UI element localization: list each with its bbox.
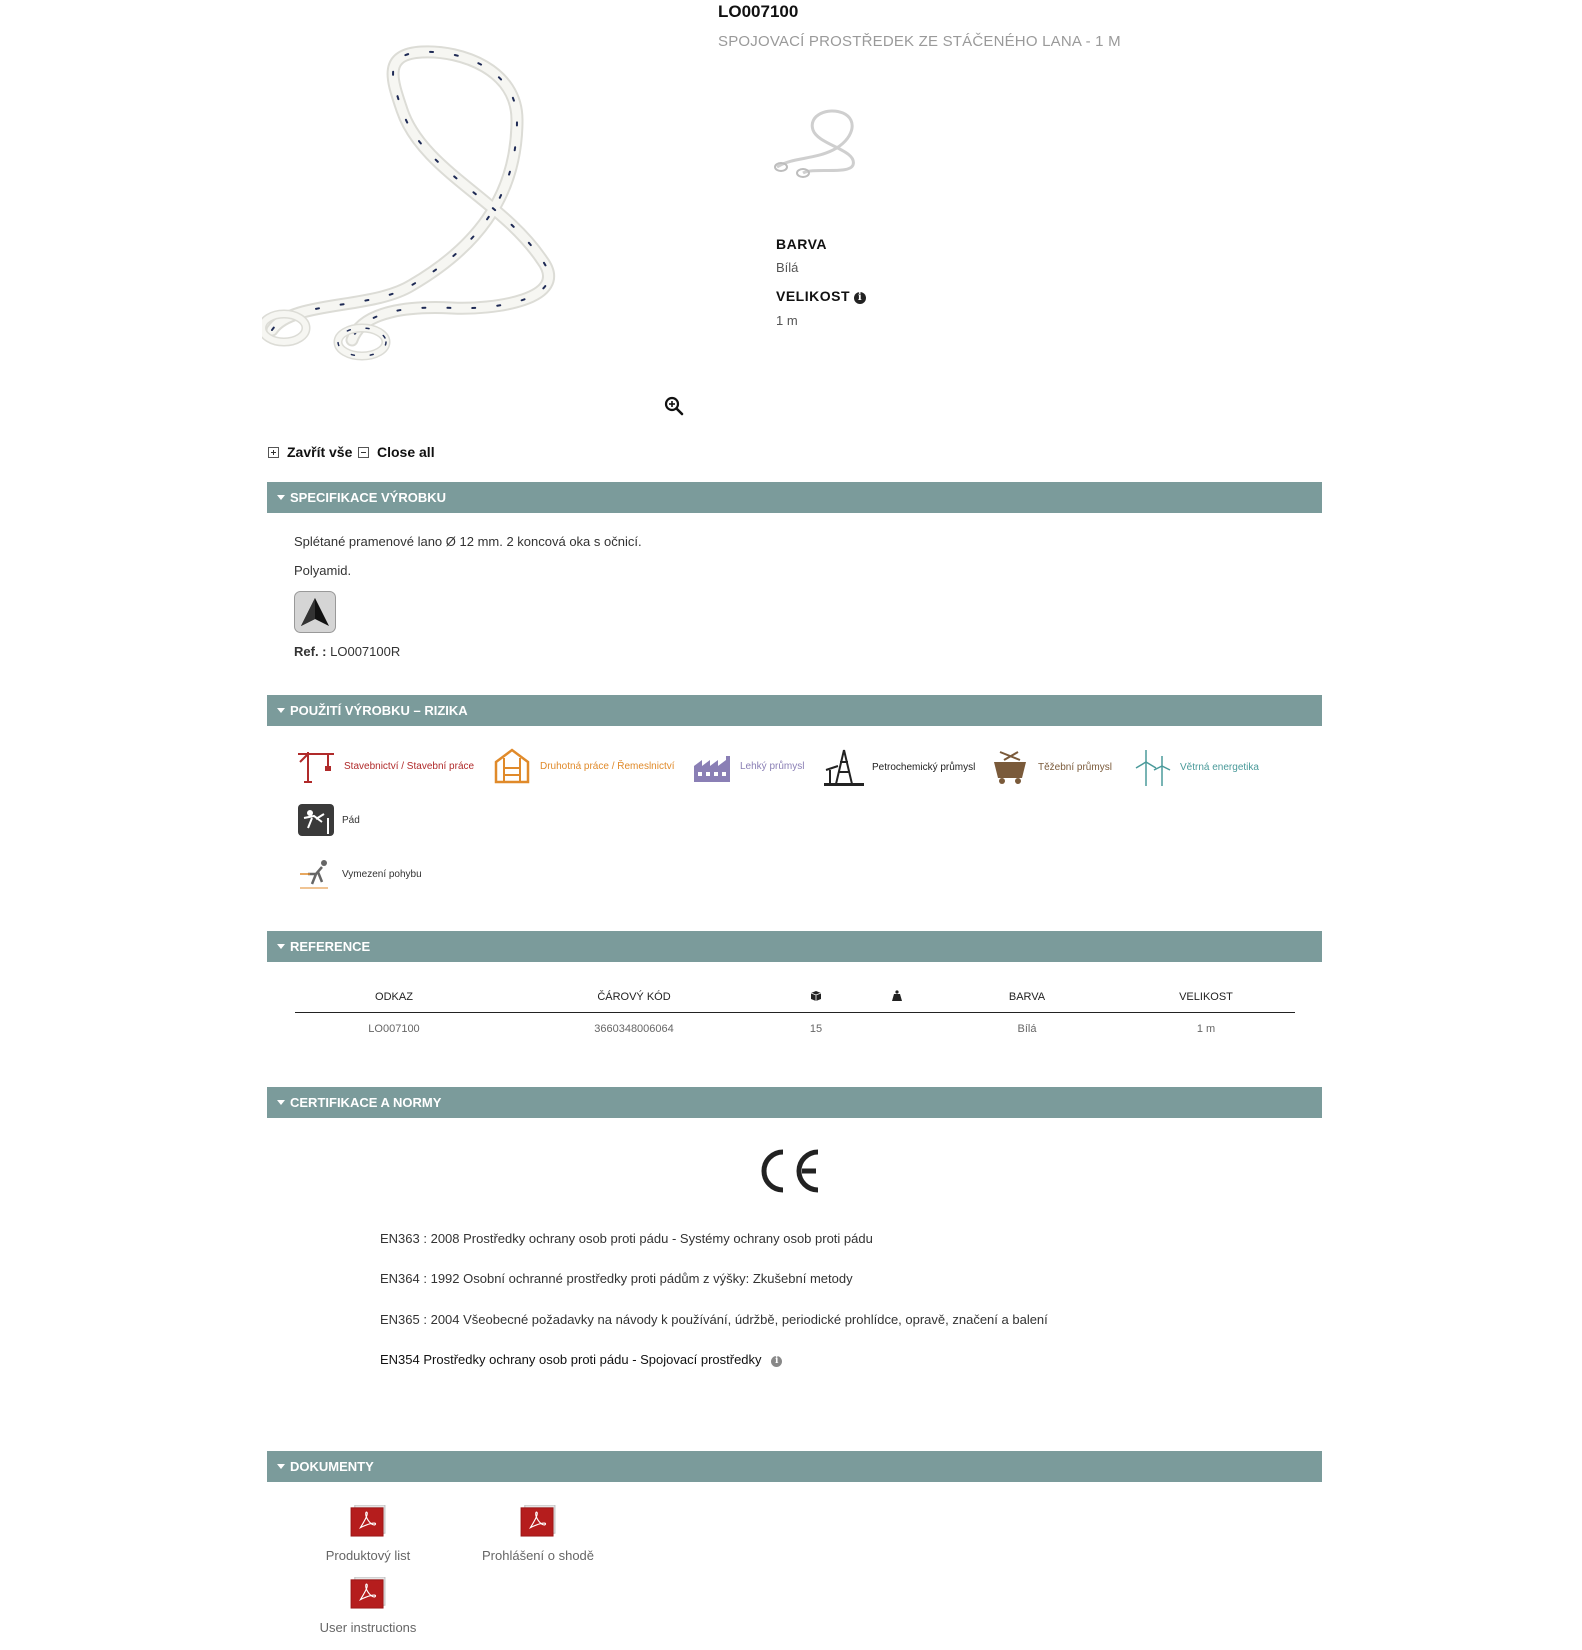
risk-item-fall [298, 804, 360, 836]
caret-down-icon [277, 944, 285, 949]
product-code: LO007100 [718, 2, 799, 21]
close-all-toggle[interactable] [358, 444, 435, 460]
norm-item [380, 1231, 873, 1246]
wind-turbine-icon [1132, 748, 1172, 786]
ce-mark-icon [754, 1148, 820, 1194]
ref-value: LO007100R [330, 644, 401, 659]
section-title-usage: POUŽITÍ VÝROBKU – RIZIKA [290, 703, 468, 718]
section-header-usage[interactable] [267, 695, 1322, 726]
box-icon [810, 990, 822, 1001]
norm-text: : 2004 Všeobecné požadavky na návody k používání, údržbě, periodické prohlídce, opravě, značení a balení [419, 1312, 1048, 1327]
risk-label: Stavebnictví / Stavební práce [344, 760, 475, 772]
oil-derrick-icon [824, 748, 864, 786]
risk-item-craft [492, 748, 675, 784]
factory-icon [692, 748, 732, 784]
document-link-user-instructions[interactable] [278, 1577, 458, 1635]
cell-size: 1 m [1196, 1023, 1216, 1035]
cell-weight [857, 1013, 937, 1046]
caret-down-icon [277, 1100, 285, 1105]
risk-label: Petrochemický průmysl [872, 761, 976, 773]
restraint-icon [298, 858, 334, 890]
risk-item-wind [1132, 748, 1259, 786]
reference-table [295, 984, 1295, 1045]
risk-item-construction [296, 748, 474, 784]
minus-box-icon [358, 447, 369, 458]
document-label: User instructions [319, 1620, 417, 1635]
size-value: 1 m [776, 313, 798, 328]
pdf-icon [349, 1505, 387, 1537]
cell-odkaz: LO007100 [368, 1023, 420, 1035]
document-link-product-sheet[interactable] [278, 1505, 458, 1563]
document-link-declaration[interactable] [448, 1505, 628, 1563]
size-label-group [776, 288, 866, 304]
norm-code: EN364 [380, 1271, 420, 1286]
col-barcode: ČÁROVÝ KÓD [493, 984, 775, 1013]
color-label: BARVA [776, 236, 827, 252]
col-size: VELIKOST [1117, 984, 1295, 1013]
table-header-row [295, 984, 1295, 1013]
norm-text: : 2008 Prostředky ochrany osob proti pádu - Systémy ochrany osob proti pádu [419, 1231, 873, 1246]
info-icon[interactable]: i [854, 292, 866, 304]
spec-material: Polyamid. [294, 563, 352, 578]
caret-down-icon [277, 1464, 285, 1469]
brand-logo-icon [294, 591, 336, 633]
section-header-spec[interactable] [267, 482, 1322, 513]
risk-item-light-industry [692, 748, 804, 784]
risk-label: Druhotná práce / Řemeslnictví [540, 760, 675, 772]
caret-down-icon [277, 708, 285, 713]
norm-item [380, 1271, 853, 1286]
size-label: VELIKOST [776, 288, 851, 304]
col-box-icon [775, 984, 857, 1013]
norm-text: Prostředky ochrany osob proti pádu - Spojovací prostředky [419, 1352, 762, 1367]
spec-ref [294, 644, 400, 659]
cell-color: Bílá [1017, 1023, 1037, 1035]
zoom-icon[interactable] [664, 396, 684, 416]
expand-all-label: Zavřít vše [287, 444, 353, 460]
section-title-docs: DOKUMENTY [290, 1459, 374, 1474]
pdf-icon [349, 1577, 387, 1609]
plus-box-icon [268, 447, 279, 458]
risk-label: Lehký průmysl [740, 760, 805, 772]
cell-box-qty: 15 [809, 1023, 823, 1035]
house-icon [492, 748, 532, 784]
norm-item [380, 1352, 782, 1367]
document-label: Prohlášení o shodě [481, 1548, 595, 1563]
norm-item [380, 1312, 1048, 1327]
norm-code: EN363 [380, 1231, 420, 1246]
color-value: Bílá [776, 260, 799, 275]
norm-code: EN354 [380, 1352, 420, 1367]
spec-description: Splétané pramenové lano Ø 12 mm. 2 koncová oka s očnicí. [294, 534, 642, 549]
product-thumbnail[interactable] [772, 104, 870, 182]
crane-icon [296, 748, 336, 784]
section-title-cert: CERTIFIKACE A NORMY [290, 1095, 442, 1110]
col-color: BARVA [937, 984, 1117, 1013]
table-row [295, 1013, 1295, 1046]
col-weight-icon [857, 984, 937, 1013]
document-label: Produktový list [325, 1548, 411, 1563]
section-title-reference: REFERENCE [290, 939, 371, 954]
fall-icon [298, 804, 334, 836]
expand-all-toggle[interactable] [268, 444, 352, 460]
caret-down-icon [277, 495, 285, 500]
pdf-icon [519, 1505, 557, 1537]
section-title-spec: SPECIFIKACE VÝROBKU [290, 490, 447, 505]
weight-icon [892, 990, 902, 1001]
risk-label: Větrná energetika [1180, 761, 1259, 773]
risk-item-restraint [298, 858, 422, 890]
risk-label: Vymezení pohybu [342, 868, 422, 880]
norm-text: : 1992 Osobní ochranné prostředky proti pádům z výšky: Zkušební metody [419, 1271, 853, 1286]
col-odkaz: ODKAZ [295, 984, 493, 1013]
cell-barcode: 3660348006064 [594, 1023, 674, 1035]
risk-item-petrochem [824, 748, 975, 786]
mine-cart-icon [990, 748, 1030, 786]
section-header-reference[interactable] [267, 931, 1322, 962]
product-image[interactable] [262, 40, 702, 380]
info-icon[interactable]: i [771, 1356, 782, 1367]
norm-code: EN365 [380, 1312, 420, 1327]
risk-label: Pád [342, 814, 360, 826]
risk-label: Těžební průmysl [1038, 761, 1112, 773]
product-name: SPOJOVACÍ PROSTŘEDEK ZE STÁČENÉHO LANA - 1 M [718, 33, 1121, 50]
close-all-label: Close all [377, 444, 435, 460]
section-header-cert[interactable] [267, 1087, 1322, 1118]
risk-item-mining [990, 748, 1112, 786]
ref-label: Ref. : [294, 644, 327, 659]
section-header-docs[interactable] [267, 1451, 1322, 1482]
